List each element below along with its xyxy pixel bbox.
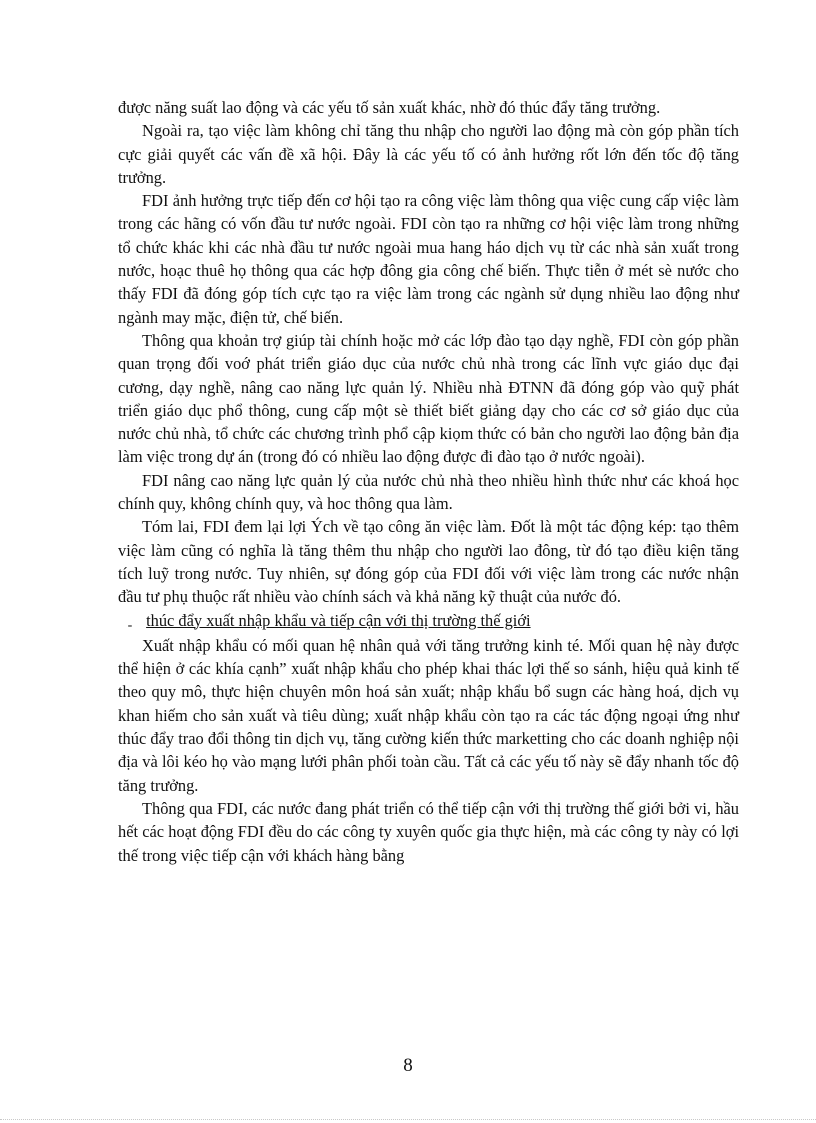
section-heading bbox=[118, 609, 739, 634]
page-number: 8 bbox=[403, 1055, 413, 1076]
document-page bbox=[118, 96, 739, 867]
paragraph-summary: Tóm lai, FDI đem lại lợi Ých về tạo công ăn việc làm. Đốt là một tác động kép: tạo thêm việc làm cũng có nghĩa là tăng thêm thu nhập cho người lao đông, từ đó tạo điều kiện tăng tích luỹ trong nước. Tuy nhiên, sự đóng góp của FDI đối với việc làm trong các nước nhận đầu tư phụ thuộc rất nhiều vào chính sách và khả năng kỹ thuật của nước đó. bbox=[118, 517, 739, 607]
footer-dotted-rule bbox=[0, 1119, 816, 1120]
paragraph-fdi-employment: FDI ảnh hưởng trực tiếp đến cơ hội tạo ra công việc làm thông qua việc cung cấp việc làm trong các hãng có vốn đầu tư nước ngoài. FDI còn tạo ra những cơ hội việc làm trong những tổ chức khác khi các nhà đầu tư nước ngoài mua hang háo dịch vụ từ các nhà sản xuất trong nước, hoạc thuê họ thông qua các hợp đông gia công chế biến. Thực tiễn ở mét sè nước cho thấy FDI đã đóng góp tích cực tạo ra việc làm trong các ngành sử dụng nhiều lao động như ngành may mặc, điện tử, chế biến. bbox=[118, 191, 739, 327]
paragraph-continuation: được năng suất lao động và các yếu tố sản xuất khác, nhờ đó thúc đẩy tăng trưởng. bbox=[118, 98, 661, 117]
paragraph-import-export: Xuất nhập khẩu có mối quan hệ nhân quả với tăng trưởng kinh té. Mối quan hệ này được thể hiện ở các khía cạnh” xuất nhập khẩu cho phép khai thác lợi thế so sánh, hiệu quả kinh tế theo quy mô, thực hiện chuyên môn hoá sản xuất; nhập khẩu bổ sugn các hàng hoá, dịch vụ khan hiếm cho sản xuất và tiêu dùng; xuất nhập khẩu còn tạo ra các tác động ngoại ứng như thúc đẩy trao đổi thông tin dịch vụ, tăng cường kiến thức marketting cho các doanh nghiệp nội địa và lôi kéo họ vào mạng lưới phân phối toàn cầu. Tất cả các yếu tố này sẽ đẩy nhanh tốc độ tăng trưởng. bbox=[118, 635, 739, 795]
paragraph-fdi-education: Thông qua khoản trợ giúp tài chính hoặc mở các lớp đào tạo dạy nghề, FDI còn góp phần quan trọng đối voớ phát triển giáo dục của nước chủ nhà trong các lĩnh vực giáo dục đại cương, dạy nghề, nâng cao năng lực quản lý. Nhiều nhà ĐTNN đã đóng góp vào quỹ phát triển giáo dục phổ thông, cung cấp một sè thiết biết giảng dạy cho các cơ sở giáo dục của nước chủ nhà, tổ chức các chương trình phổ cập kiọm thức có bản cho người lao động bản địa làm việc trong dự án (trong đó có nhiều lao động được đi đào tạo ở nước ngoài). bbox=[118, 330, 739, 467]
section-heading-text: thúc đẩy xuất nhập khẩu và tiếp cận với thị trường thế giới bbox=[146, 610, 531, 630]
paragraph-job-creation: Ngoài ra, tạo việc làm không chỉ tăng thu nhập cho người lao động mà còn góp phần tích cực giải quyết các vấn đề xã hội. Đây là các yếu tố có ảnh hưởng rốt lớn đến tốc độ tăng trưởng. bbox=[118, 121, 739, 187]
paragraph-fdi-management: FDI nâng cao năng lực quản lý của nước chủ nhà theo nhiều hình thức như các khoá học chính quy, không chính quy, và hoc thông qua làm. bbox=[118, 470, 739, 514]
paragraph-world-market: Thông qua FDI, các nước đang phát triển có thể tiếp cận với thị trường thế giới bởi vi, hầu hết các hoạt động FDI đều do các công ty xuyên quốc gia thực hiện, mà các công ty này có lợi thế trong việc tiếp cận với khách hàng bằng bbox=[118, 798, 739, 865]
bullet-dash: - bbox=[127, 617, 133, 633]
